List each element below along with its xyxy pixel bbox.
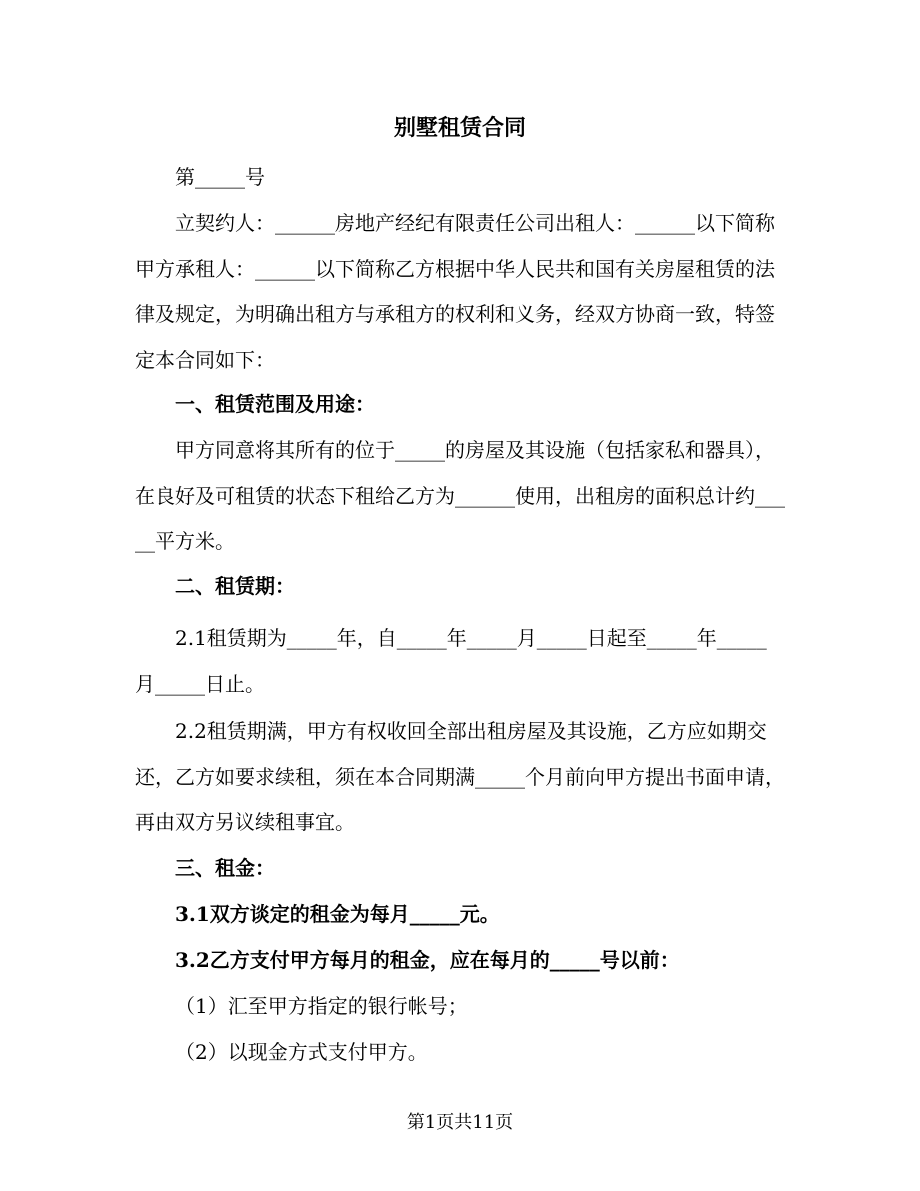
payment-option-1: （1）汇至甲方指定的银行帐号； [175, 994, 468, 1018]
section2-clause2: 2.2租赁期满，甲方有权收回全部出租房屋及其设施，乙方应如期交还，乙方如要求续租，须在本合同期满_____个月前向甲方提出书面申请，再由双方另议续租事宜。 [135, 719, 785, 834]
section2-clause1: 2.1租赁期为_____年，自_____年_____月_____日起至_____年_____月_____日止。 [135, 626, 767, 696]
payment-option-2: （2）以现金方式支付甲方。 [175, 1040, 428, 1064]
document-title: 别墅租赁合同 [393, 115, 526, 141]
section3-clause2: 3.2乙方支付甲方每月的租金，应在每月的_____号以前： [175, 948, 680, 972]
contract-number-line: 第_____号 [175, 165, 265, 189]
preamble-paragraph: 立契约人：______房地产经纪有限责任公司出租人：______以下简称甲方承租人：______以下简称乙方根据中华人民共和国有关房屋租赁的法律及规定，为明确出租方与承租方的权利和义务，经双方协商一致，特签定本合同如下： [135, 211, 775, 372]
section2-heading: 二、租赁期： [175, 574, 295, 598]
page-number-footer: 第1页共11页 [406, 1112, 514, 1133]
section1-heading: 一、租赁范围及用途： [175, 392, 375, 416]
section3-heading: 三、租金： [175, 856, 275, 880]
section1-text: 甲方同意将其所有的位于_____的房屋及其设施（包括家私和器具），在良好及可租赁的状态下租给乙方为______使用，出租房的面积总计约_____平方米。 [135, 438, 785, 553]
section3-clause1: 3.1双方谈定的租金为每月_____元。 [175, 902, 500, 926]
